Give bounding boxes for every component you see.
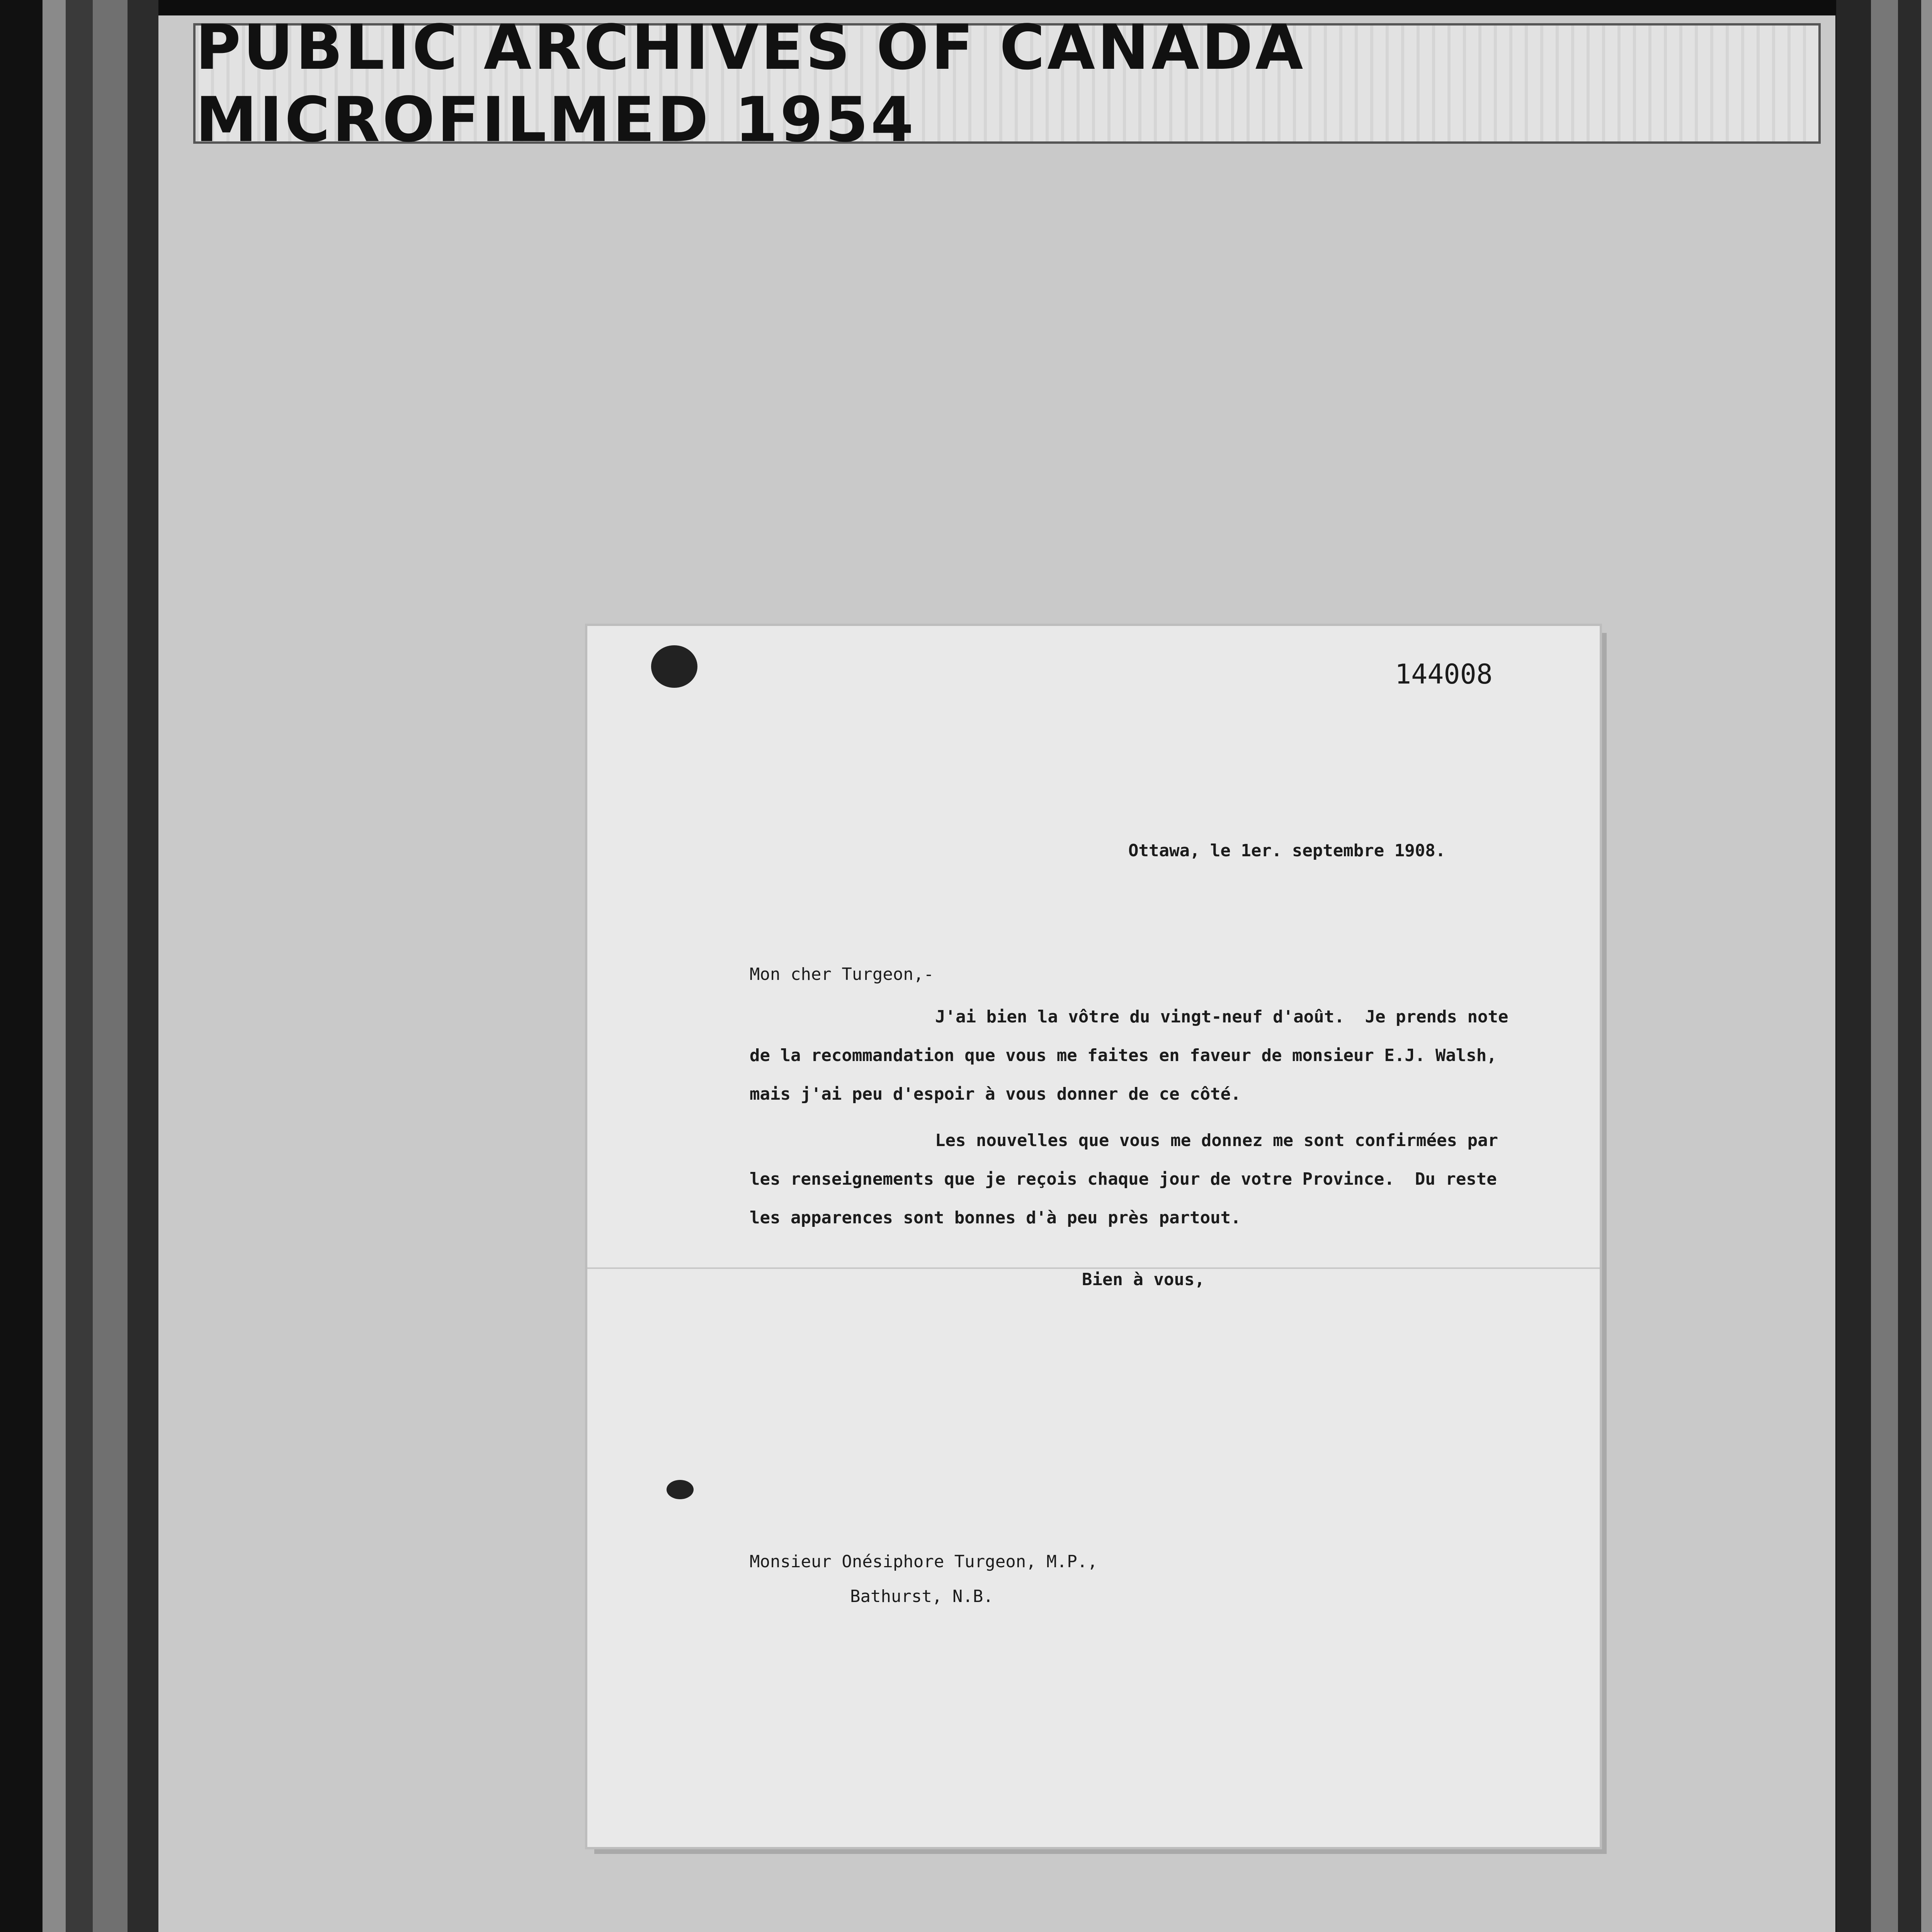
addressee-name: Monsieur Onésiphore Turgeon, M.P.,: [750, 1552, 1098, 1571]
salutation: Mon cher Turgeon,-: [750, 964, 934, 984]
ink-blot: [651, 645, 697, 688]
ink-blot: [667, 1480, 694, 1499]
body-line: de la recommandation que vous me faites en faveur de monsieur E.J. Walsh,: [750, 1046, 1497, 1065]
document-number: 144008: [1395, 658, 1493, 690]
body-line: les renseignements que je reçois chaque jour de votre Province. Du reste: [750, 1169, 1497, 1189]
paper-fold: [587, 1267, 1600, 1269]
addressee-location: Bathurst, N.B.: [850, 1587, 993, 1606]
film-edge-left: [128, 0, 158, 1932]
film-edge-left: [43, 0, 66, 1932]
film-edge-right: [1898, 0, 1921, 1932]
letter-page: [587, 626, 1600, 1847]
body-line: Les nouvelles que vous me donnez me sont confirmées par: [935, 1131, 1498, 1150]
film-edge-right: [1921, 0, 1932, 1932]
archive-header-label: PUBLIC ARCHIVES OF CANADA MICROFILMED 1954: [193, 23, 1821, 144]
body-line: les apparences sont bonnes d'à peu près partout.: [750, 1208, 1241, 1228]
date-line: Ottawa, le 1er. septembre 1908.: [1128, 841, 1446, 861]
film-edge-left: [0, 0, 43, 1932]
film-edge-left: [66, 0, 93, 1932]
film-edge-left: [93, 0, 128, 1932]
body-line: J'ai bien la vôtre du vingt-neuf d'août. Je prends note: [935, 1007, 1509, 1027]
film-edge-right: [1836, 0, 1871, 1932]
film-edge-right: [1871, 0, 1898, 1932]
closing: Bien à vous,: [1082, 1270, 1205, 1289]
body-line: mais j'ai peu d'espoir à vous donner de ce côté.: [750, 1084, 1241, 1104]
